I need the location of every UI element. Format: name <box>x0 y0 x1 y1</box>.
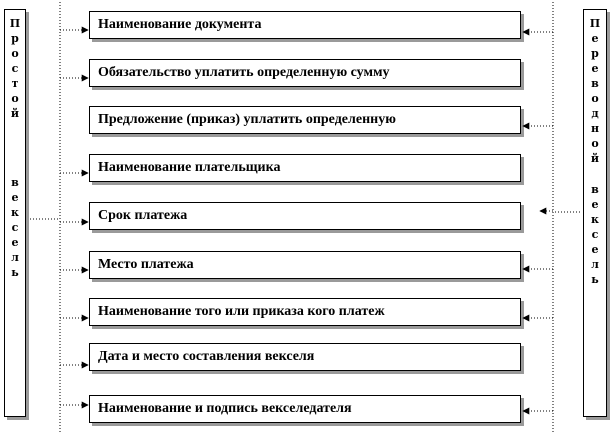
requisite-payee-name: Наименование того или приказа кого платеж <box>89 298 521 326</box>
char: н <box>590 122 600 135</box>
char: д <box>591 107 599 120</box>
char: т <box>11 77 19 90</box>
char: е <box>11 191 19 204</box>
char: о <box>11 47 19 60</box>
char: к <box>591 213 599 226</box>
char: е <box>591 198 599 211</box>
requisite-document-name: Наименование документа <box>89 11 521 39</box>
char: й <box>590 152 600 165</box>
char: в <box>11 176 19 189</box>
char: с <box>591 228 599 241</box>
requisite-payment-place: Место платежа <box>89 251 521 279</box>
char: л <box>11 251 19 264</box>
char: ь <box>11 266 19 279</box>
char: е <box>591 32 599 45</box>
char: е <box>591 243 599 256</box>
char: к <box>11 206 19 219</box>
char: й <box>10 107 20 120</box>
char: о <box>11 92 19 105</box>
requisite-issue-date-place: Дата и место составления векселя <box>89 343 521 371</box>
char: е <box>591 62 599 75</box>
requisite-payment-order: Предложение (приказ) уплатить определенную <box>89 106 521 134</box>
char: в <box>591 77 599 90</box>
requisite-payer-name: Наименование плательщика <box>89 154 521 182</box>
requisite-payment-term: Срок платежа <box>89 202 521 230</box>
char: с <box>11 221 19 234</box>
requisite-drawer-signature: Наименование и подпись векселедателя <box>89 395 521 423</box>
char: ь <box>591 273 599 286</box>
char: е <box>11 236 19 249</box>
char: в <box>591 183 599 196</box>
char: П <box>589 17 601 30</box>
char: П <box>9 17 21 30</box>
requisite-payment-obligation: Обязательство уплатить определенную сумму <box>89 59 521 87</box>
char: л <box>591 258 599 271</box>
char: р <box>11 32 19 45</box>
char: с <box>11 62 19 75</box>
char: о <box>591 92 599 105</box>
char: о <box>591 137 599 150</box>
char: р <box>591 47 599 60</box>
